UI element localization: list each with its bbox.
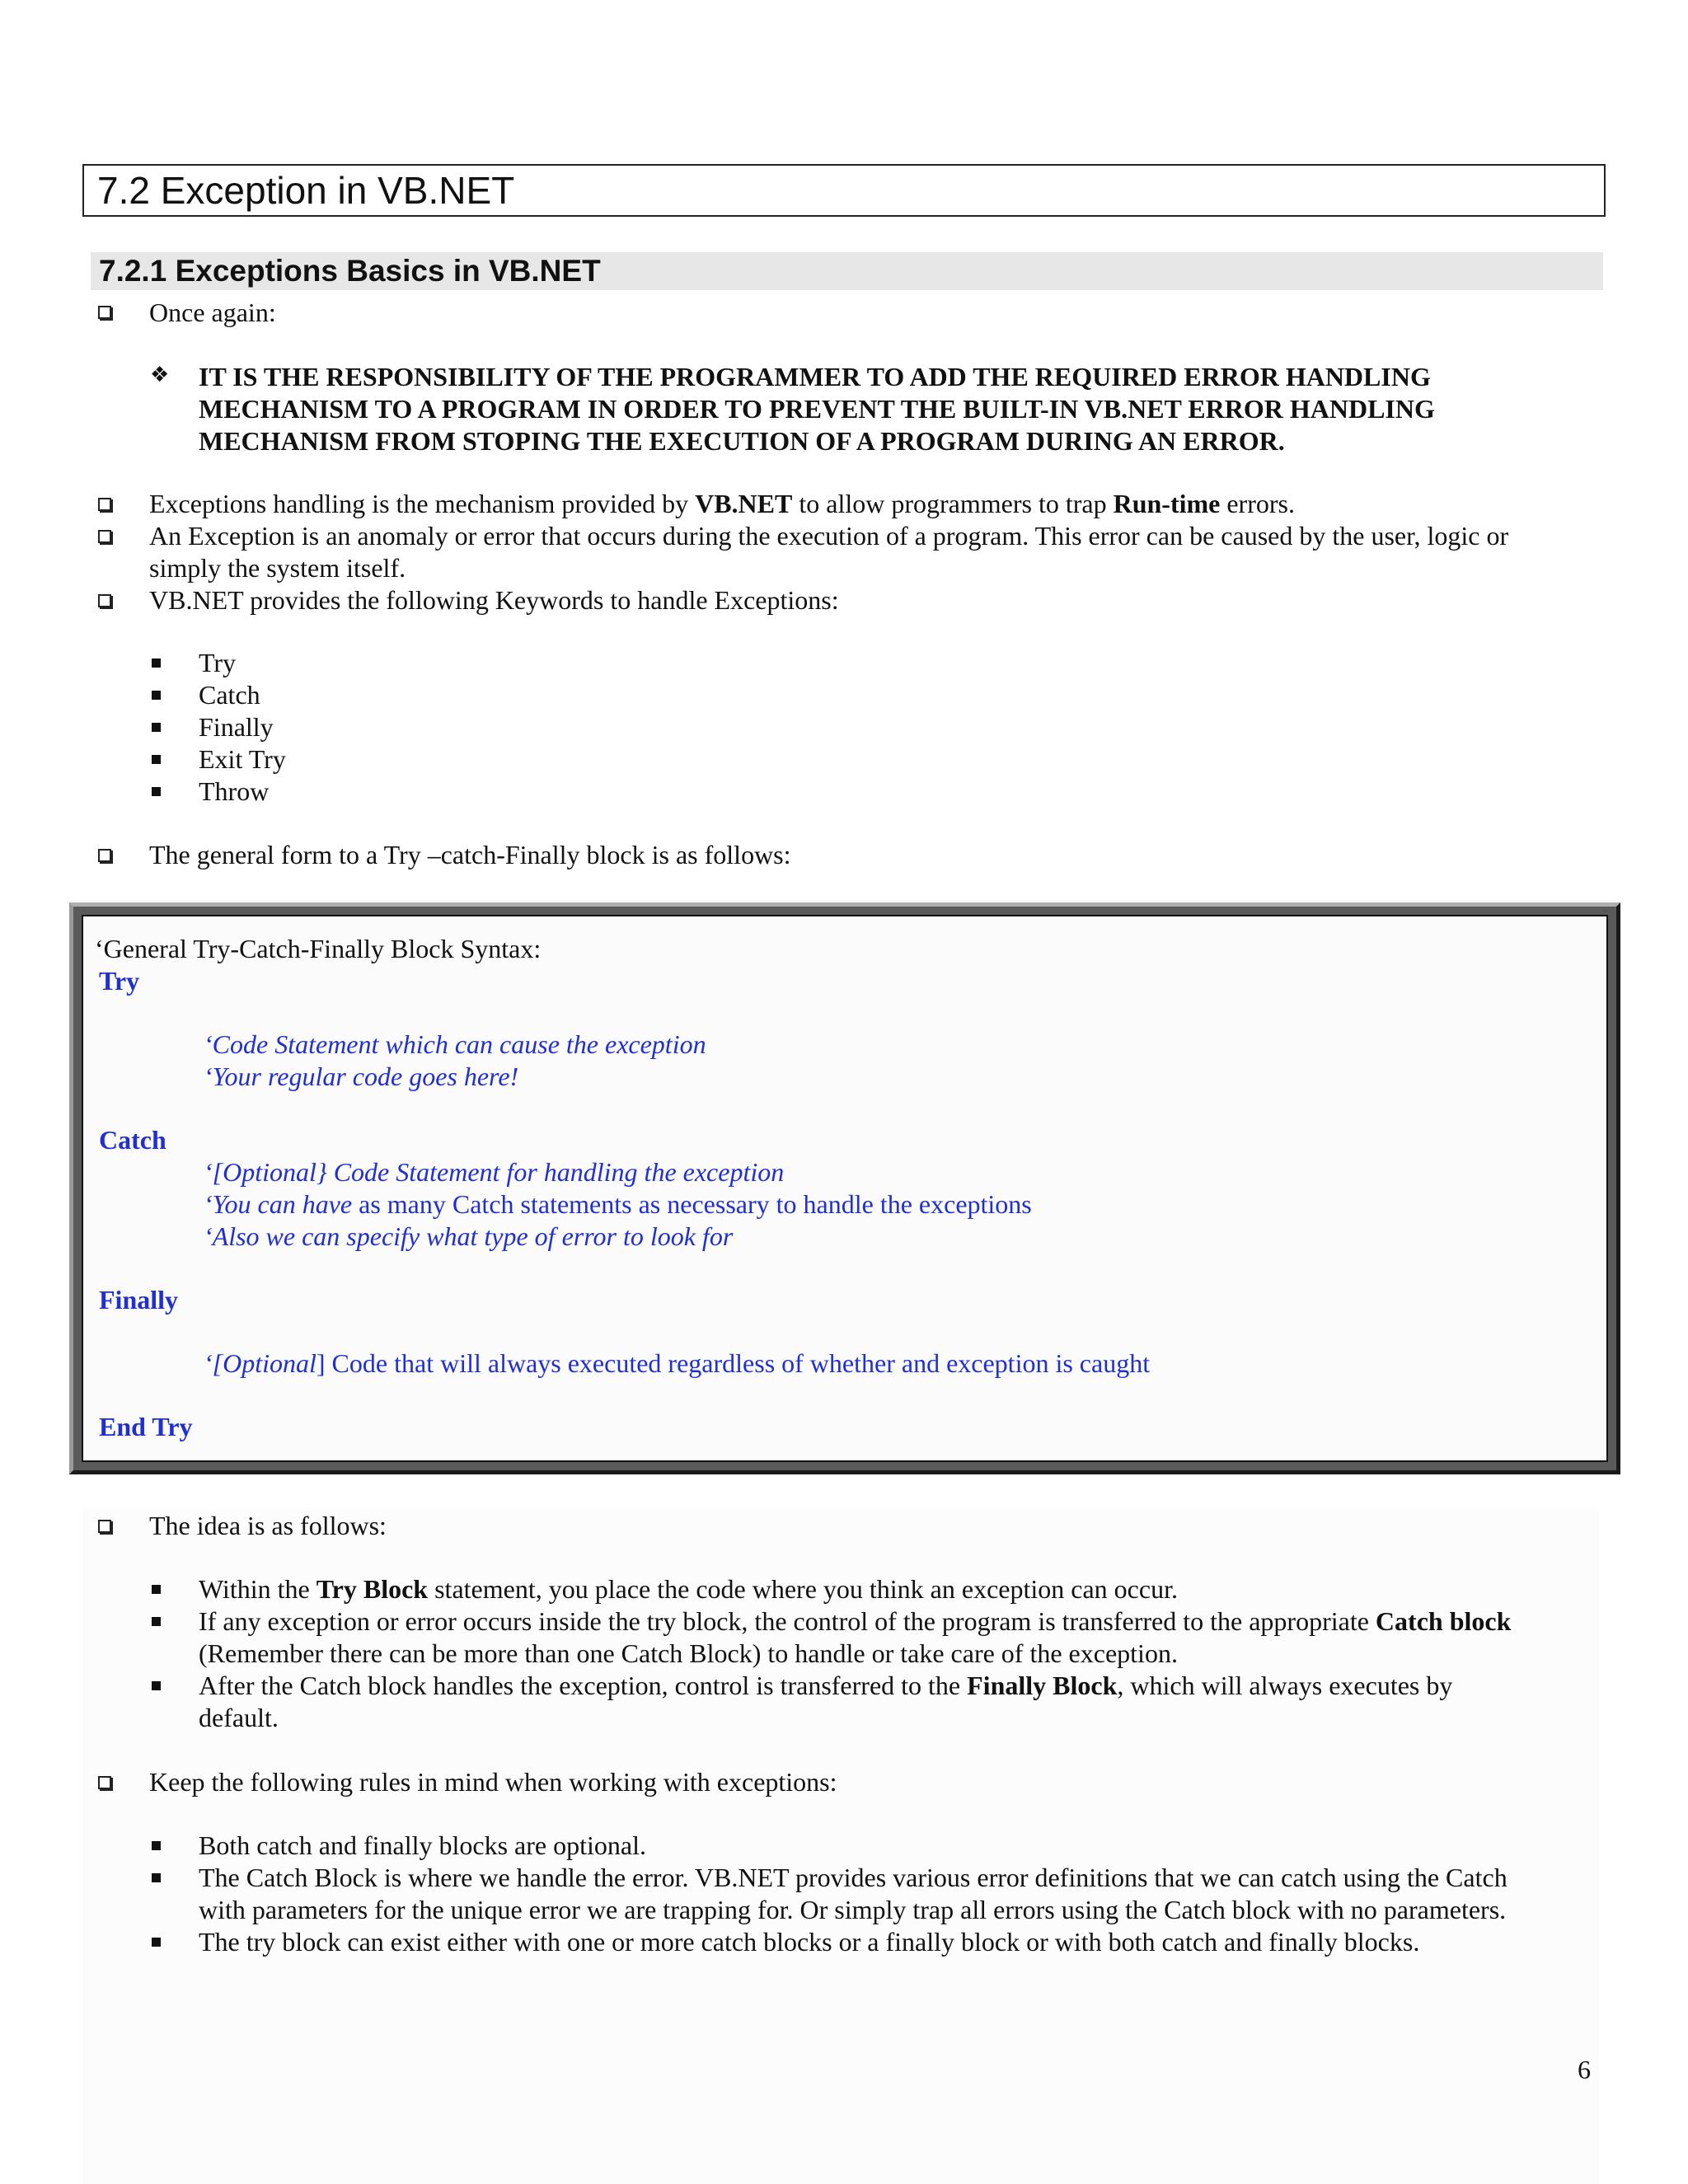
bullet-general-form: The general form to a Try –catch-Finally block is as follows:: [149, 840, 791, 869]
checkbox-bullet-icon: [98, 594, 111, 607]
diamond-bullet-icon: ❖: [150, 363, 170, 387]
code-box: [82, 915, 1608, 1462]
idea-item-3-line-2: default.: [199, 1703, 279, 1732]
intro-text: Once again:: [149, 298, 276, 327]
code-header-comment: ‘General Try-Catch-Finally Block Syntax:: [95, 934, 542, 963]
bullet-keywords-intro: VB.NET provides the following Keywords to handle Exceptions:: [149, 585, 839, 615]
keyword-item: Finally: [199, 712, 274, 742]
code-catch-comment-3: ‘Also we can specify what type of error to look for: [204, 1221, 734, 1251]
checkbox-bullet-icon: [98, 1776, 111, 1789]
bullet-rules-intro: Keep the following rules in mind when working with exceptions:: [149, 1767, 837, 1797]
checkbox-bullet-icon: [98, 849, 111, 862]
rule-item-2-line-2: with parameters for the unique error we are trapping for. Or simply trap all errors using the Catch block with no parameters.: [199, 1895, 1507, 1924]
keyword-item: Catch: [199, 680, 260, 710]
keyword-item: Try: [199, 648, 237, 677]
subsection-heading: 7.2.1 Exceptions Basics in VB.NET: [91, 252, 1603, 290]
checkbox-bullet-icon: [98, 530, 111, 543]
rule-item-3: The try block can exist either with one or more catch blocks or a finally block or with both catch and finally blocks.: [199, 1927, 1420, 1957]
bullet-exception-definition-line-1: An Exception is an anomaly or error that occurs during the execution of a program. This error can be caused by the user, logic or: [149, 521, 1509, 551]
square-bullet-icon: [152, 723, 161, 732]
code-try-comment-1: ‘Code Statement which can cause the exception: [204, 1029, 706, 1059]
square-bullet-icon: [152, 1617, 161, 1626]
bullet-exceptions-handling: Exceptions handling is the mechanism provided by VB.NET to allow programmers to trap Run-time errors.: [149, 489, 1295, 518]
square-bullet-icon: [152, 1841, 161, 1850]
keyword-item: Exit Try: [199, 744, 286, 774]
emphasis-line-3: MECHANISM FROM STOPING THE EXECUTION OF A PROGRAM DURING AN ERROR.: [199, 426, 1285, 456]
square-bullet-icon: [152, 1681, 161, 1690]
code-catch-comment-1: ‘[Optional} Code Statement for handling the exception: [204, 1157, 785, 1187]
idea-item-1: Within the Try Block statement, you place the code where you think an exception can occur.: [199, 1574, 1178, 1604]
page-number: 6: [1578, 2055, 1591, 2084]
keyword-item: Throw: [199, 776, 270, 806]
code-finally-keyword: Finally: [99, 1285, 179, 1315]
square-bullet-icon: [152, 755, 161, 764]
rule-item-1: Both catch and finally blocks are optional.: [199, 1830, 646, 1860]
square-bullet-icon: [152, 787, 161, 796]
code-catch-comment-2: ‘You can have as many Catch statements as necessary to handle the exceptions: [204, 1189, 1032, 1219]
square-bullet-icon: [152, 1585, 161, 1594]
emphasis-line-1: IT IS THE RESPONSIBILITY OF THE PROGRAMMER TO ADD THE REQUIRED ERROR HANDLING: [199, 362, 1431, 391]
checkbox-bullet-icon: [98, 1520, 111, 1533]
code-finally-comment: ‘[Optional] Code that will always executed regardless of whether and exception is caught: [204, 1348, 1151, 1378]
code-try-keyword: Try: [99, 966, 140, 996]
code-end-try-keyword: End Try: [99, 1412, 193, 1441]
square-bullet-icon: [152, 1873, 161, 1882]
square-bullet-icon: [152, 658, 161, 668]
idea-item-3-line-1: After the Catch block handles the exception, control is transferred to the Finally Block, which will always executes by: [199, 1671, 1453, 1700]
section-heading: 7.2 Exception in VB.NET: [82, 164, 1606, 217]
square-bullet-icon: [152, 1938, 161, 1947]
square-bullet-icon: [152, 691, 161, 700]
bullet-exception-definition-line-2: simply the system itself.: [149, 553, 406, 583]
idea-item-2-line-2: (Remember there can be more than one Catch Block) to handle or take care of the exception.: [199, 1638, 1178, 1668]
rule-item-2-line-1: The Catch Block is where we handle the error. VB.NET provides various error definitions that we can catch using the Catch: [199, 1863, 1507, 1892]
checkbox-bullet-icon: [98, 306, 111, 319]
code-try-comment-2: ‘Your regular code goes here!: [204, 1062, 519, 1091]
idea-item-2-line-1: If any exception or error occurs inside the try block, the control of the program is transferred to the appropriate Catch block: [199, 1606, 1512, 1636]
code-catch-keyword: Catch: [99, 1125, 166, 1155]
code-box-frame: [69, 902, 1620, 1474]
checkbox-bullet-icon: [98, 498, 111, 511]
emphasis-line-2: MECHANISM TO A PROGRAM IN ORDER TO PREVENT THE BUILT-IN VB.NET ERROR HANDLING: [199, 394, 1435, 424]
bullet-idea-intro: The idea is as follows:: [149, 1511, 387, 1540]
